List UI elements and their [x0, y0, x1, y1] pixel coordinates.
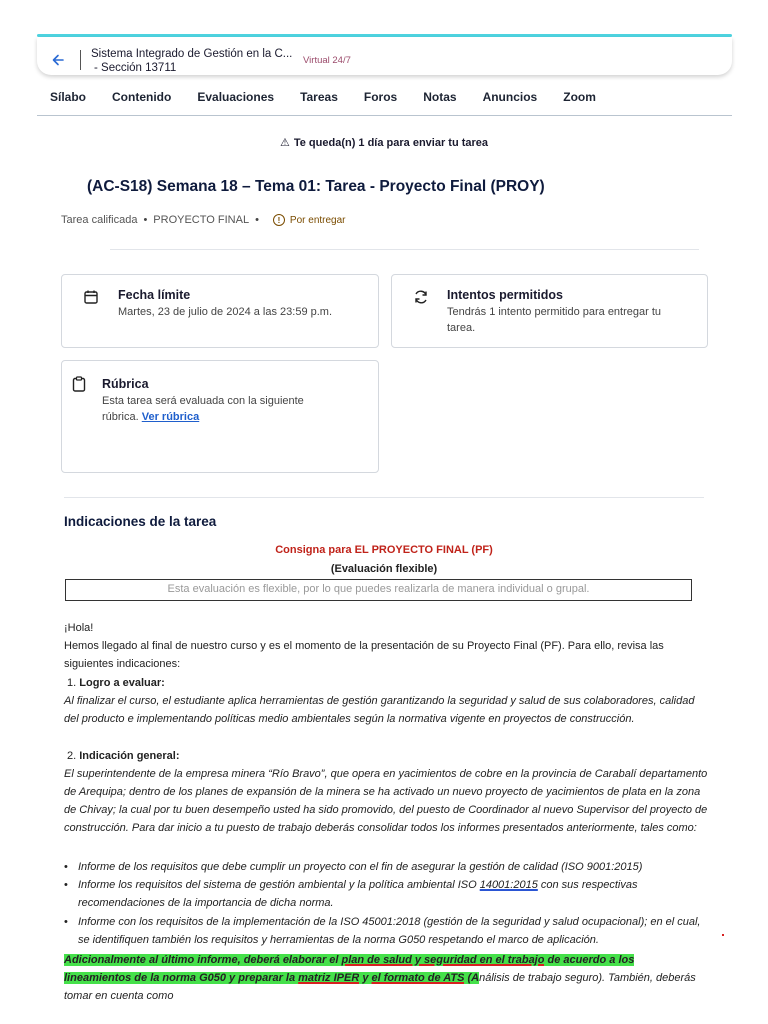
logro-text: Al finalizar el curso, el estudiante aplica herramientas de gestión garantizando la seguridad y salud de sus colaboradores, calidad del producto e implementando políticas medio ambientales según la normativa vigente en proyectos de construcción. [64, 695, 695, 725]
tab-contenido[interactable]: Contenido [112, 90, 172, 104]
tab-notas[interactable]: Notas [423, 90, 457, 104]
modality-label: Virtual 24/7 [303, 55, 351, 66]
tab-evaluaciones[interactable]: Evaluaciones [197, 90, 275, 104]
evaluation-type: (Evaluación flexible) [330, 563, 438, 575]
deadline-warning [0, 136, 768, 149]
annotation-mark [722, 934, 724, 936]
bullet-text: • Informe de los requisitos que debe cumplir un proyecto con el fin de asegurar la gestión de calidad (ISO 9001:2015) [78, 861, 643, 873]
course-title: Sistema Integrado de Gestión en la C... [91, 48, 293, 60]
indications-heading: Indicaciones de la tarea [64, 514, 217, 529]
course-nav [50, 90, 622, 104]
warning-text: Te queda(n) 1 día para enviar tu tarea [293, 137, 489, 149]
task-meta [61, 214, 346, 226]
divider [110, 249, 699, 250]
calendar-icon [83, 289, 99, 305]
rubric-text [102, 393, 317, 425]
general-heading [67, 747, 180, 765]
divider [64, 497, 704, 498]
task-category: PROYECTO FINAL [153, 214, 250, 226]
view-rubric-link[interactable]: Ver rúbrica [141, 411, 200, 423]
tab-tareas[interactable]: Tareas [300, 90, 338, 104]
tab-zoom[interactable]: Zoom [563, 90, 596, 104]
attempts-card [391, 274, 708, 348]
course-section: - Sección 13711 [94, 62, 177, 74]
course-header [37, 37, 732, 75]
warning-icon: ⚠ [279, 137, 290, 149]
rubric-title: Rúbrica [102, 377, 149, 391]
page-title: (AC-S18) Semana 18 – Tema 01: Tarea - Proyecto Final (PROY) [87, 178, 545, 195]
list-item [64, 913, 704, 949]
nav-divider [37, 115, 732, 116]
general-label: Indicación general: [79, 750, 180, 762]
final-paragraph: Adicionalmente al último informe, deberá elaborar el plan de salud y seguridad en el trabajo de acuerdo a los lineamientos de la norma G050 y preparar la matriz IPER y el formato de ATS (Análisis de trabajo seguro). También, deberás tomar en cuenta como [64, 954, 696, 1002]
logro-label: Logro a evaluar: [79, 677, 165, 689]
meta-dot: • [143, 214, 148, 226]
logro-heading [67, 674, 165, 692]
task-type: Tarea calificada [61, 214, 138, 226]
consigna-heading: Consigna para EL PROYECTO FINAL (PF) [275, 544, 493, 556]
logro-number: 1. [67, 677, 77, 689]
tab-foros[interactable]: Foros [363, 90, 398, 104]
rubric-description: Esta tarea será evaluada con la siguiente rúbrica. [102, 395, 304, 423]
back-arrow-icon[interactable] [51, 53, 65, 67]
bullet-text: • Informe los requisitos del sistema de gestión ambiental y la política ambiental ISO 14001:2015 con sus respectivas recomendaciones de la importancia de dicha norma. [78, 879, 638, 909]
list-item [64, 858, 704, 876]
status-badge [273, 214, 346, 226]
clipboard-icon [71, 376, 87, 392]
meta-dot: • [255, 214, 259, 226]
greeting-text: ¡Hola! [64, 622, 94, 634]
deadline-title: Fecha límite [118, 288, 191, 302]
header-separator [80, 50, 81, 70]
bullet-text: • Informe con los requisitos de la implementación de la ISO 45001:2018 (gestión de la seguridad y salud ocupacional); en el cual, se identifiquen también los requisitos y herramientas de la norma G050 respetando el marco de aplicación. [78, 916, 701, 946]
general-text: El superintendente de la empresa minera “Río Bravo”, que opera en yacimientos de cobre en la provincia de Carabalí departamento de Arequipa; dentro de los planes de expansión de la minera se ha activado un nuevo proyecto de yacimientos de plata en la zona de Chivay; la cual por tu buen desempeño usted ha sido promovido, del puesto de Coordinador al nuevo Supervisor del proyecto de construcción. Para dar inicio a tu puesto de trabajo deberás consolidar todos los informes presentados anteriormente, tales como: [64, 768, 708, 834]
attempts-title: Intentos permitidos [447, 288, 563, 302]
deadline-text: Martes, 23 de julio de 2024 a las 23:59 p.m. [118, 306, 333, 318]
rubric-card [61, 360, 379, 473]
attempts-text: Tendrás 1 intento permitido para entregar tu tarea. [447, 306, 662, 334]
flexible-note-box: Esta evaluación es flexible, por lo que puedes realizarla de manera individual o grupal. [65, 579, 692, 601]
clock-alert-icon: ! [273, 214, 285, 226]
status-text: Por entregar [289, 214, 346, 226]
general-number: 2. [67, 750, 77, 762]
intro-text: Hemos llegado al final de nuestro curso y es el momento de la presentación de su Proyecto Final (PF). Para ello, revisa las siguientes indicaciones: [64, 640, 664, 670]
tab-silabo[interactable]: Sílabo [50, 90, 87, 104]
refresh-icon [413, 289, 429, 305]
list-item [64, 876, 704, 912]
tab-anuncios[interactable]: Anuncios [482, 90, 538, 104]
deadline-card [61, 274, 379, 348]
